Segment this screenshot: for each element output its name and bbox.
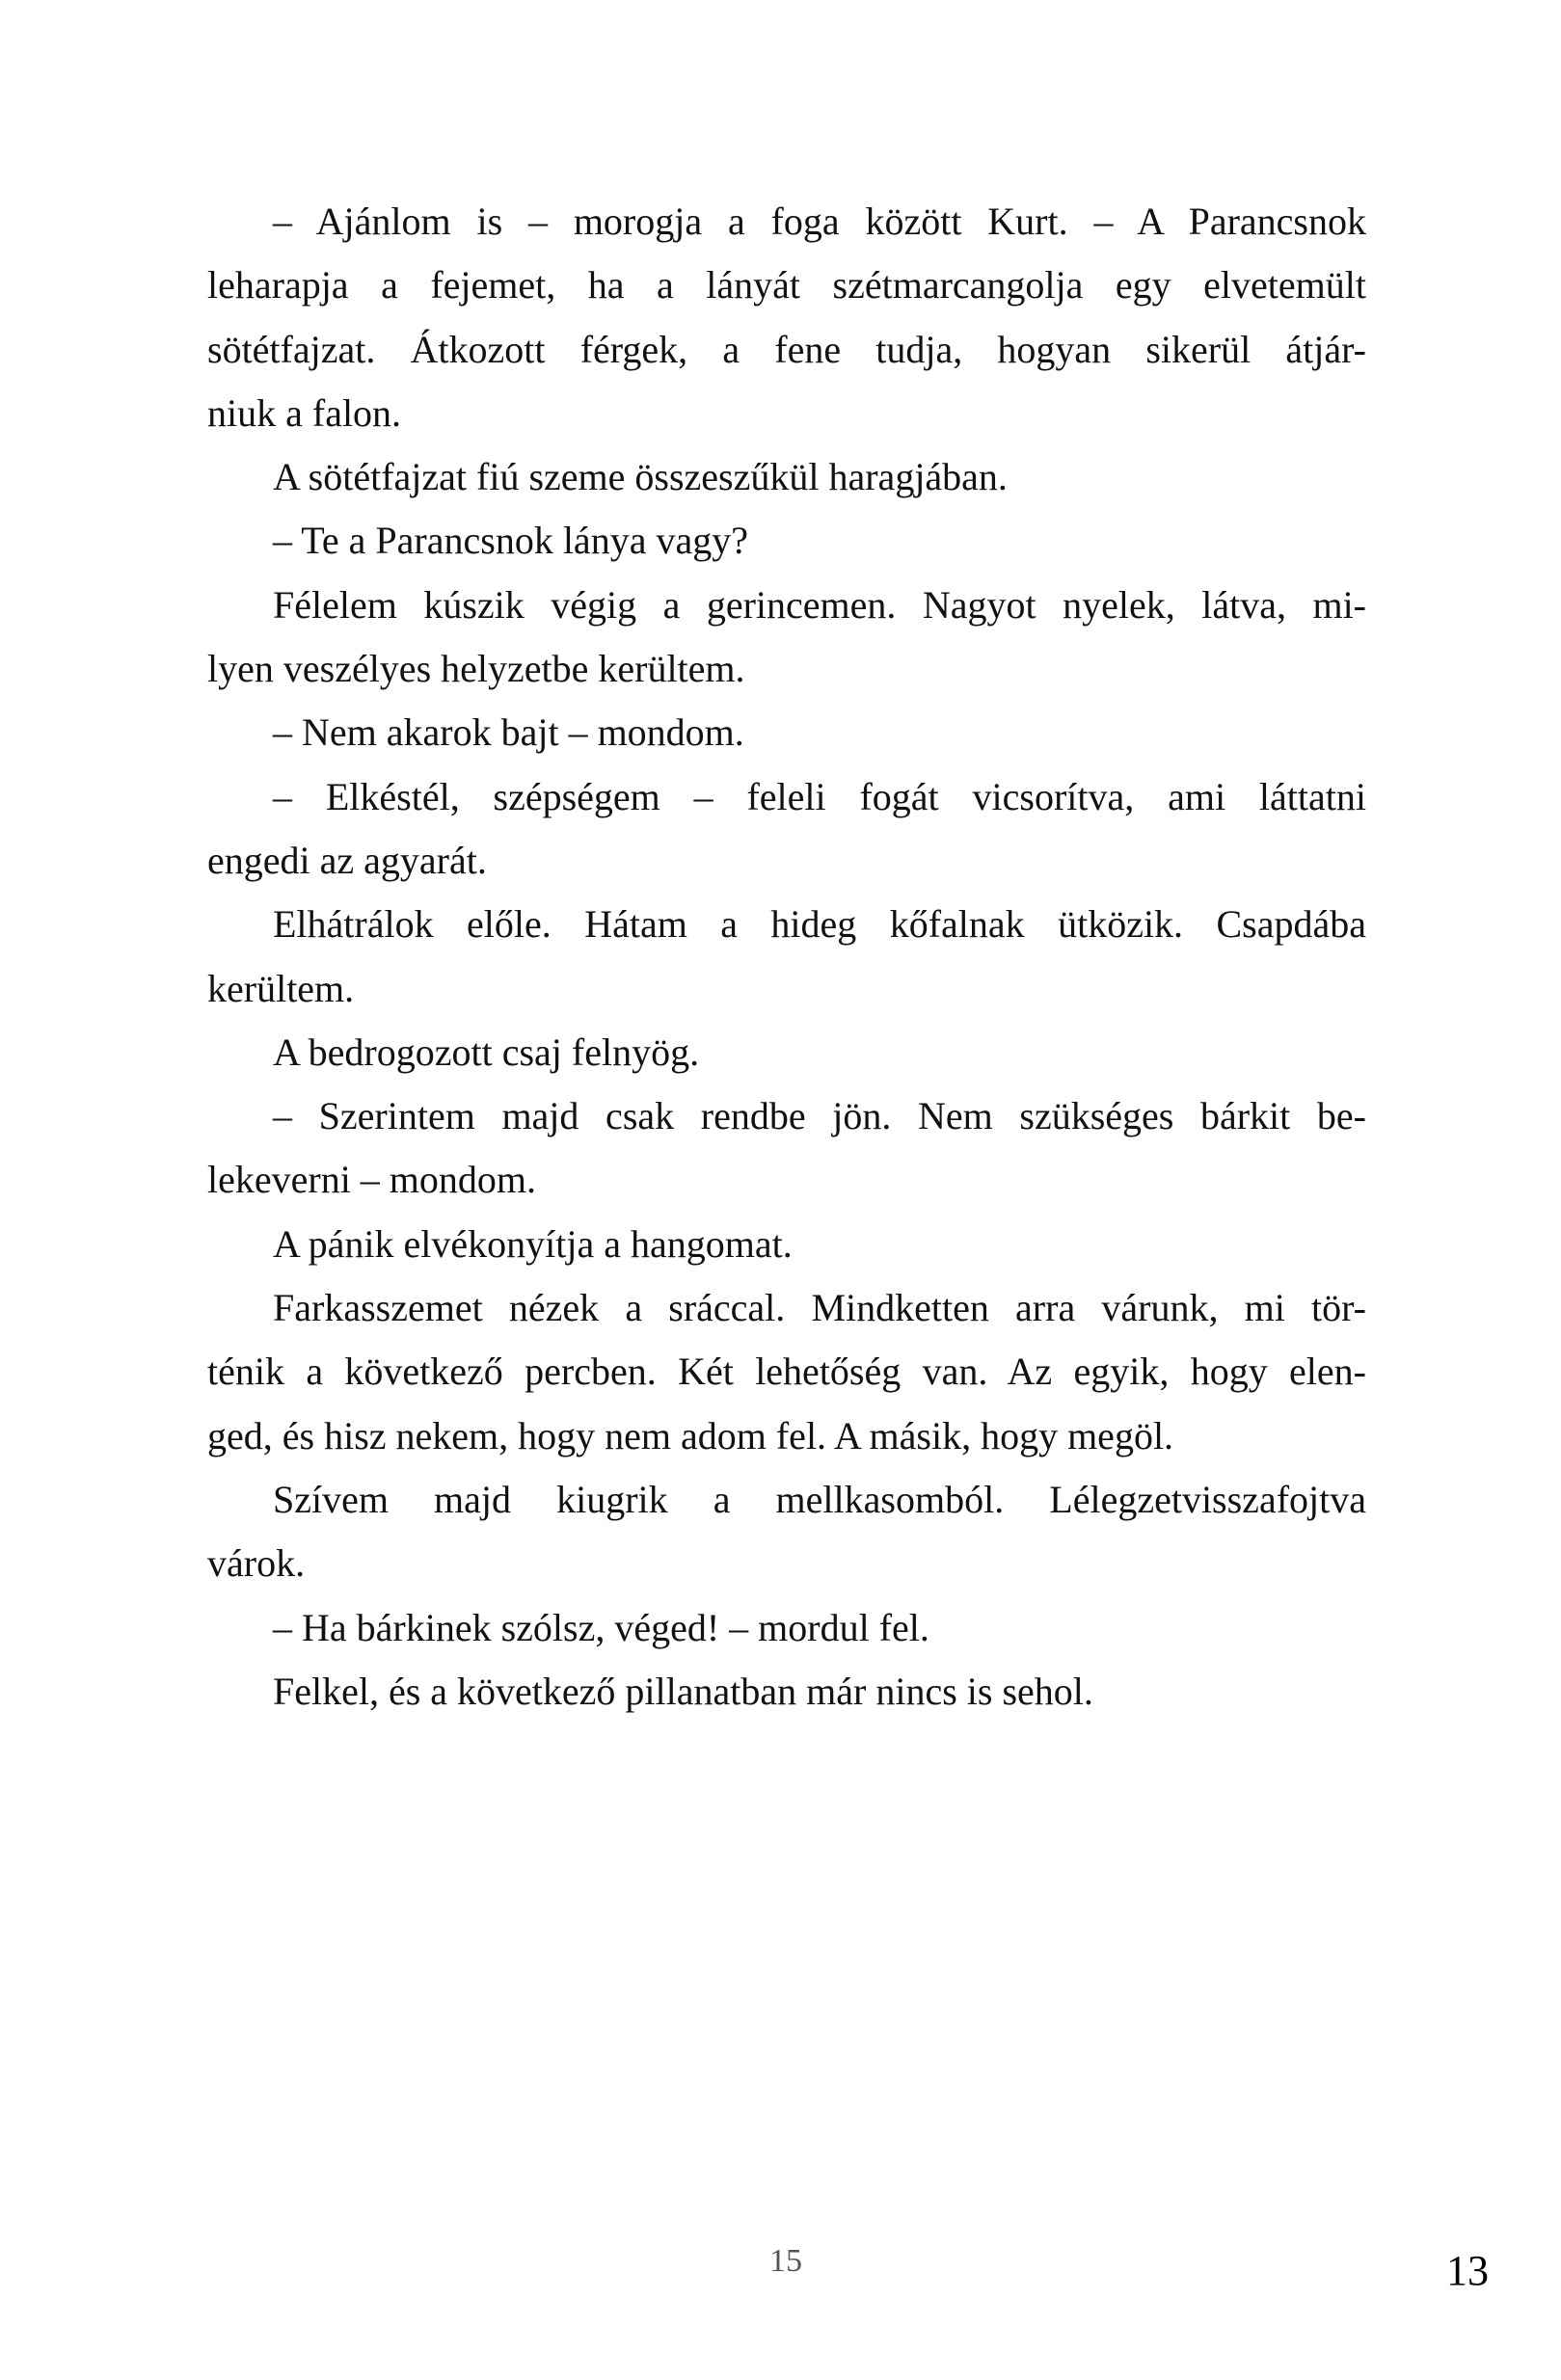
text-line: leharapja a fejemet, ha a lányát szétmarcangolja egy elvetemült — [207, 263, 1366, 308]
text-line: – Nem akarok bajt – mondom. — [273, 710, 744, 755]
text-line: – Elkéstél, szépségem – feleli fogát vicsorítva, ami láttatni — [273, 774, 1366, 818]
paragraph — [207, 1213, 1366, 1276]
text-line: Felkel, és a következő pillanatban már nincs is sehol. — [273, 1669, 1093, 1713]
text-line: sötétfajzat. Átkozott férgek, a fene tudja, hogyan sikerül átjár- — [207, 327, 1366, 371]
paragraph — [207, 1021, 1366, 1084]
text-line: A pánik elvékonyítja a hangomat. — [273, 1221, 793, 1266]
text-line: ged, és hisz nekem, hogy nem adom fel. A másik, hogy megöl. — [207, 1413, 1174, 1457]
text-line: Elhátrálok előle. Hátam a hideg kőfalnak ütközik. Csapdába — [273, 902, 1366, 947]
text-line: – Ha bárkinek szólsz, véged! – mordul fel. — [273, 1605, 929, 1649]
text-line: várok. — [207, 1541, 306, 1586]
text-line: A bedrogozott csaj felnyög. — [273, 1030, 700, 1074]
text-line: A sötétfajzat fiú szeme összeszűkül haragjában. — [273, 455, 1008, 499]
text-line: – Szerintem majd csak rendbe jön. Nem szükséges bárkit be- — [273, 1094, 1366, 1138]
text-line: ténik a következő percben. Két lehetőség van. Az egyik, hogy elen- — [207, 1350, 1366, 1394]
text-line: niuk a falon. — [207, 390, 402, 435]
paragraph — [207, 1468, 1366, 1596]
paragraph — [207, 765, 1366, 894]
text-line: Félelem kúszik végig a gerincemen. Nagyot nyelek, látva, mi- — [273, 582, 1366, 627]
paragraph — [207, 574, 1366, 702]
text-line: engedi az agyarát. — [207, 838, 487, 882]
paragraph — [207, 509, 1366, 573]
outer-page-number: 13 — [1446, 2247, 1489, 2294]
text-line: Farkasszemet nézek a sráccal. Mindketten arra várunk, mi tör- — [273, 1286, 1366, 1330]
text-line: Szívem majd kiugrik a mellkasomból. Lélegzetvisszafojtva — [273, 1477, 1366, 1521]
text-line: – Ajánlom is – morogja a foga között Kurt. – A Parancsnok — [273, 200, 1366, 243]
paragraph — [207, 701, 1366, 764]
paragraph — [207, 1276, 1366, 1468]
text-line: kerültem. — [207, 966, 355, 1010]
paragraph — [207, 1596, 1366, 1660]
paragraph — [207, 893, 1366, 1021]
body-text — [207, 190, 1366, 1724]
paragraph — [207, 1660, 1366, 1724]
paragraph — [207, 1084, 1366, 1213]
text-line: lekeverni – mondom. — [207, 1158, 537, 1202]
inner-page-number: 15 — [769, 2243, 802, 2279]
text-line: – Te a Parancsnok lánya vagy? — [273, 519, 748, 563]
paragraph — [207, 190, 1366, 445]
text-line: lyen veszélyes helyzetbe kerültem. — [207, 647, 745, 691]
paragraph — [207, 445, 1366, 509]
